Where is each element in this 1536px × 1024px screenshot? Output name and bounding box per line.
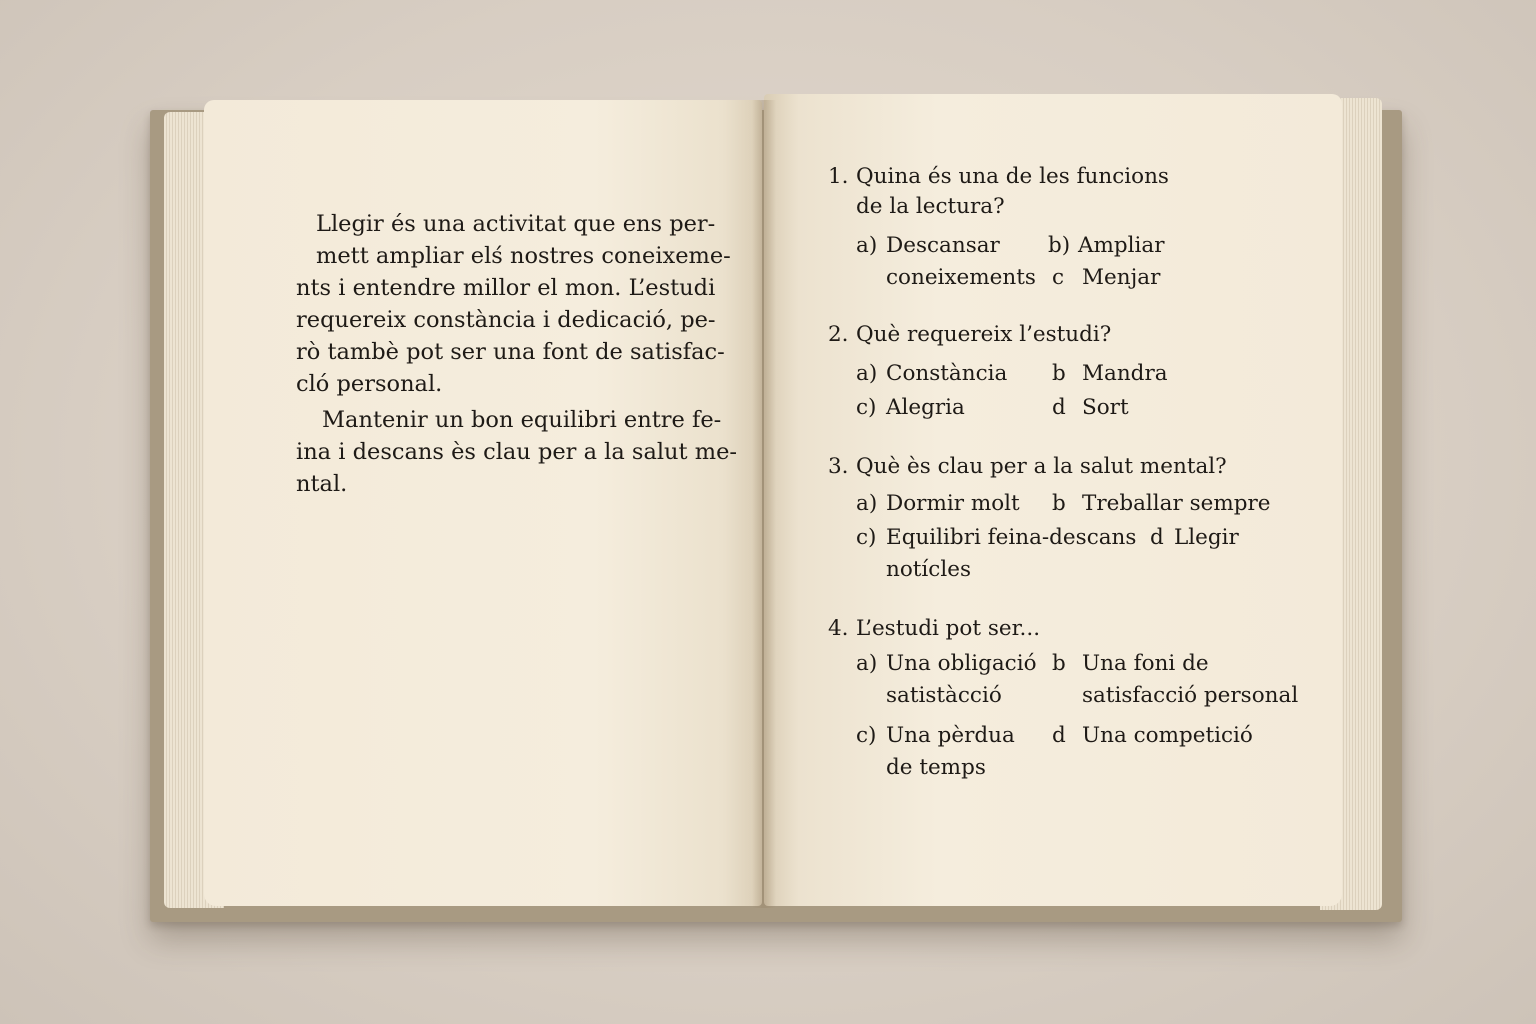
- option-c[interactable]: [856, 392, 965, 424]
- text-line: Mantenir un bon equilibri entre fe-: [322, 407, 722, 433]
- text-line: ina i descans ès clau per a la salut me-: [296, 439, 737, 465]
- question-header: [828, 614, 1328, 644]
- paragraph-2: [296, 404, 746, 500]
- option-line: Equilibri feina-descans: [886, 525, 1137, 550]
- option-text: Mandra: [1082, 361, 1168, 386]
- option-text: Dormir molt: [886, 491, 1020, 516]
- option-text: Ampliar: [1078, 233, 1165, 258]
- text-line: ntal.: [296, 471, 348, 497]
- option-letter: a): [856, 651, 878, 676]
- option-line: Una foni de: [1082, 651, 1209, 676]
- option-a[interactable]: [856, 230, 1036, 294]
- question-header: [828, 162, 1328, 222]
- question-text: L’estudi pot ser...: [856, 616, 1041, 641]
- option-line: satisfacció personal: [1082, 683, 1299, 708]
- right-page: [764, 94, 1342, 906]
- question-number: 2.: [828, 322, 849, 347]
- question-text: Què requereix l’estudi?: [856, 322, 1112, 347]
- question-4: [828, 614, 1328, 780]
- option-letter: a): [856, 491, 878, 516]
- option-text: Alegria: [886, 395, 965, 420]
- option-text: [886, 648, 1037, 712]
- question-text: Què ès clau per a la salut mental?: [856, 454, 1227, 479]
- question-header: [828, 320, 1328, 350]
- text-line: Llegir és una activitat que ens per-: [316, 211, 716, 237]
- option-line: Descansar: [886, 233, 1000, 258]
- text-line: cló personal.: [296, 371, 443, 397]
- question-number: 3.: [828, 454, 849, 479]
- option-text: Constància: [886, 361, 1008, 386]
- left-page: [204, 100, 762, 906]
- option-letter: c): [856, 395, 877, 420]
- option-d[interactable]: [1150, 522, 1239, 554]
- option-c[interactable]: [1052, 262, 1160, 294]
- option-b[interactable]: [1048, 230, 1165, 262]
- option-text: Sort: [1082, 395, 1129, 420]
- text-line: mett ampliar elś nostres coneixeme-: [316, 243, 731, 269]
- option-a[interactable]: [856, 358, 1007, 390]
- option-d[interactable]: [1052, 392, 1129, 424]
- option-line: Una obligació: [886, 651, 1037, 676]
- option-line: satistàcció: [886, 683, 1002, 708]
- option-letter: d: [1150, 525, 1164, 550]
- option-b[interactable]: [1052, 358, 1168, 390]
- text-line: requereix constància i dedicació, pe-: [296, 307, 716, 333]
- option-line: coneixements: [886, 265, 1036, 290]
- option-letter: d: [1052, 395, 1066, 420]
- option-c[interactable]: [856, 522, 1136, 586]
- option-letter: d: [1052, 723, 1066, 748]
- reading-passage: [296, 208, 746, 504]
- book-gutter: [752, 100, 776, 908]
- option-d[interactable]: [1052, 720, 1253, 752]
- option-letter: b: [1052, 651, 1066, 676]
- paragraph-1: [296, 208, 746, 400]
- option-a[interactable]: [856, 488, 1020, 520]
- option-text: Menjar: [1082, 265, 1161, 290]
- option-line: de temps: [886, 755, 986, 780]
- text-line: rò tambè pot ser una font de satisfac-: [296, 339, 725, 365]
- option-letter: a): [856, 233, 878, 258]
- question-3: [828, 452, 1328, 582]
- option-letter: b: [1052, 491, 1066, 516]
- option-letter: c): [856, 525, 877, 550]
- option-text: Treballar sempre: [1082, 491, 1271, 516]
- option-text: [1082, 648, 1298, 712]
- option-b[interactable]: [1052, 648, 1298, 712]
- option-text: [886, 720, 1015, 784]
- question-line: de la lectura?: [856, 194, 1005, 219]
- option-letter: b: [1052, 361, 1066, 386]
- option-text: Llegir: [1174, 525, 1239, 550]
- option-c[interactable]: [856, 720, 1015, 784]
- question-line: Quina és una de les funcions: [856, 164, 1169, 189]
- option-b[interactable]: [1052, 488, 1271, 520]
- question-2: [828, 320, 1328, 420]
- option-text: [886, 230, 1036, 294]
- option-letter: a): [856, 361, 878, 386]
- option-letter: c): [856, 723, 877, 748]
- question-1: [828, 162, 1328, 290]
- option-line: notícles: [886, 557, 971, 582]
- option-text: Una competició: [1082, 723, 1253, 748]
- option-a[interactable]: [856, 648, 1037, 712]
- question-text: [856, 162, 1328, 222]
- option-letter: b): [1048, 233, 1071, 258]
- option-text: [886, 522, 1136, 586]
- option-line: Una pèrdua: [886, 723, 1015, 748]
- option-letter: c: [1052, 265, 1065, 290]
- text-line: nts i entendre millor el mon. L’estudi: [296, 275, 716, 301]
- question-header: [828, 452, 1328, 482]
- question-number: 1.: [828, 164, 849, 189]
- question-number: 4.: [828, 616, 849, 641]
